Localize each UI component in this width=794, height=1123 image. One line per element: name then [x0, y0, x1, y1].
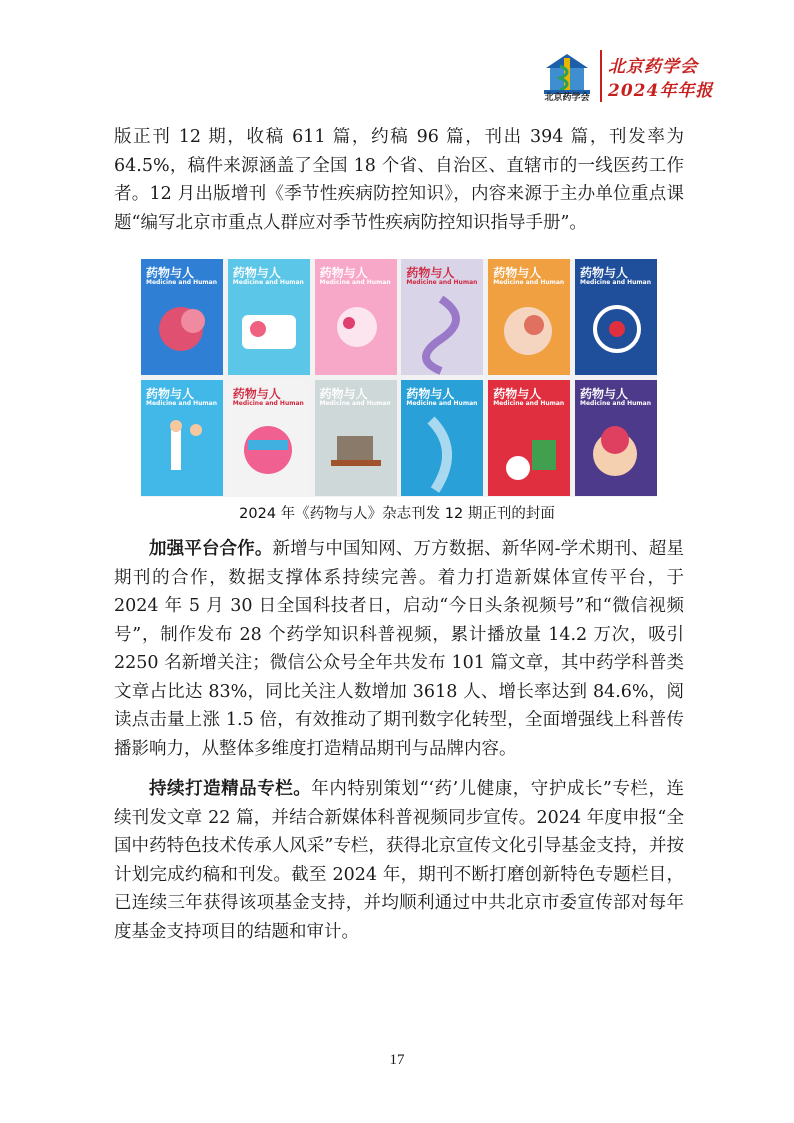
cover-masthead-en: Medicine and Human	[146, 279, 218, 286]
cover-masthead-en: Medicine and Human	[406, 279, 478, 286]
cover-masthead-en: Medicine and Human	[406, 400, 478, 407]
magazine-cover	[575, 380, 657, 496]
paragraph-platform	[114, 535, 684, 763]
cover-masthead: 药物与人	[406, 387, 455, 401]
page-number: 17	[389, 1052, 405, 1068]
cover-masthead-en: Medicine and Human	[232, 279, 304, 286]
cover-masthead: 药物与人	[319, 387, 368, 401]
cover-masthead-en: Medicine and Human	[493, 279, 565, 286]
paragraph-intro: 版正刊 12 期，收稿 611 篇，约稿 96 篇，刊出 394 篇，刊发率为 64.5%，稿件来源涵盖了全国 18 个省、自治区、直辖市的一线医药工作者。12 月出版增刊《季节性疾病防控知识》，内容来源于主办单位重点课题“编写北京市重点人群应对季节性疾病防控知识指导手册”。	[114, 127, 684, 233]
cover-masthead-en: Medicine and Human	[579, 279, 651, 286]
page-header	[538, 46, 768, 106]
cover-masthead: 药物与人	[493, 266, 542, 280]
cover-masthead: 药物与人	[579, 387, 628, 401]
magazine-cover	[401, 259, 483, 375]
cover-masthead: 药物与人	[406, 266, 455, 280]
magazine-cover	[141, 259, 223, 375]
magazine-covers-grid	[141, 259, 657, 497]
cover-masthead: 药物与人	[319, 266, 368, 280]
cover-masthead: 药物与人	[232, 387, 281, 401]
cover-masthead: 药物与人	[579, 266, 628, 280]
magazine-cover	[228, 380, 310, 496]
magazine-cover	[488, 380, 570, 496]
cover-masthead-en: Medicine and Human	[146, 400, 218, 407]
header-subtitle: 2024年年报	[608, 81, 714, 101]
magazine-cover	[141, 380, 223, 496]
paragraph-platform-body: 新增与中国知网、万方数据、新华网-学术期刊、超星期刊的合作，数据支撑体系持续完善。着力打造新媒体宣传平台，于 2024 年 5 月 30 日全国科技者日，启动“今日头条视频号”和“微信视频号”，制作发布 28 个药学知识科普视频，累计播放量 14.2 万次，吸引 2250 名新增关注；微信公众号全年共发布 101 篇文章，其中药学科普类文章占比达 83%，同比关注人数增加 3618 人、增长率达到 84.6%，阅读点击量上涨 1.5 倍，有效推动了期刊数字化转型，全面增强线上科普传播影响力，从整体多维度打造精品期刊与品牌内容。	[114, 539, 684, 759]
magazine-cover	[315, 259, 397, 375]
header-title: 北京药学会	[608, 57, 698, 77]
magazine-cover	[488, 259, 570, 375]
cover-masthead: 药物与人	[232, 266, 281, 280]
magazine-cover	[401, 380, 483, 496]
cover-masthead-en: Medicine and Human	[319, 279, 391, 286]
magazine-cover	[575, 259, 657, 375]
magazine-cover	[228, 259, 310, 375]
header-divider	[600, 50, 602, 102]
logo-caption: 北京药学会	[544, 93, 590, 103]
cover-masthead: 药物与人	[146, 387, 195, 401]
cover-masthead: 药物与人	[146, 266, 195, 280]
paragraph-platform-lead: 加强平台合作。	[149, 539, 273, 559]
covers-caption: 2024 年《药物与人》杂志刊发 12 期正刊的封面	[239, 506, 555, 522]
cover-masthead-en: Medicine and Human	[319, 400, 391, 407]
magazine-cover	[315, 380, 397, 496]
cover-masthead-en: Medicine and Human	[232, 400, 304, 407]
cover-masthead-en: Medicine and Human	[493, 400, 565, 407]
paragraph-columns-body: 年内特别策划“‘药’儿健康，守护成长”专栏，连续刊发文章 22 篇，并结合新媒体科普视频同步宣传。2024 年度申报“全国中药特色技术传承人风采”专栏，获得北京宣传文化引导基金支持，并按计划完成约稿和刊发。截至 2024 年，期刊不断打磨创新特色专题栏目，已连续三年获得该项基金支持，并均顺利通过中共北京市委宣传部对每年度基金支持项目的结题和审计。	[114, 779, 684, 942]
paragraph-columns-lead: 持续打造精品专栏。	[149, 779, 312, 799]
cover-masthead-en: Medicine and Human	[579, 400, 651, 407]
paragraph-columns	[114, 775, 684, 946]
cover-masthead: 药物与人	[493, 387, 542, 401]
